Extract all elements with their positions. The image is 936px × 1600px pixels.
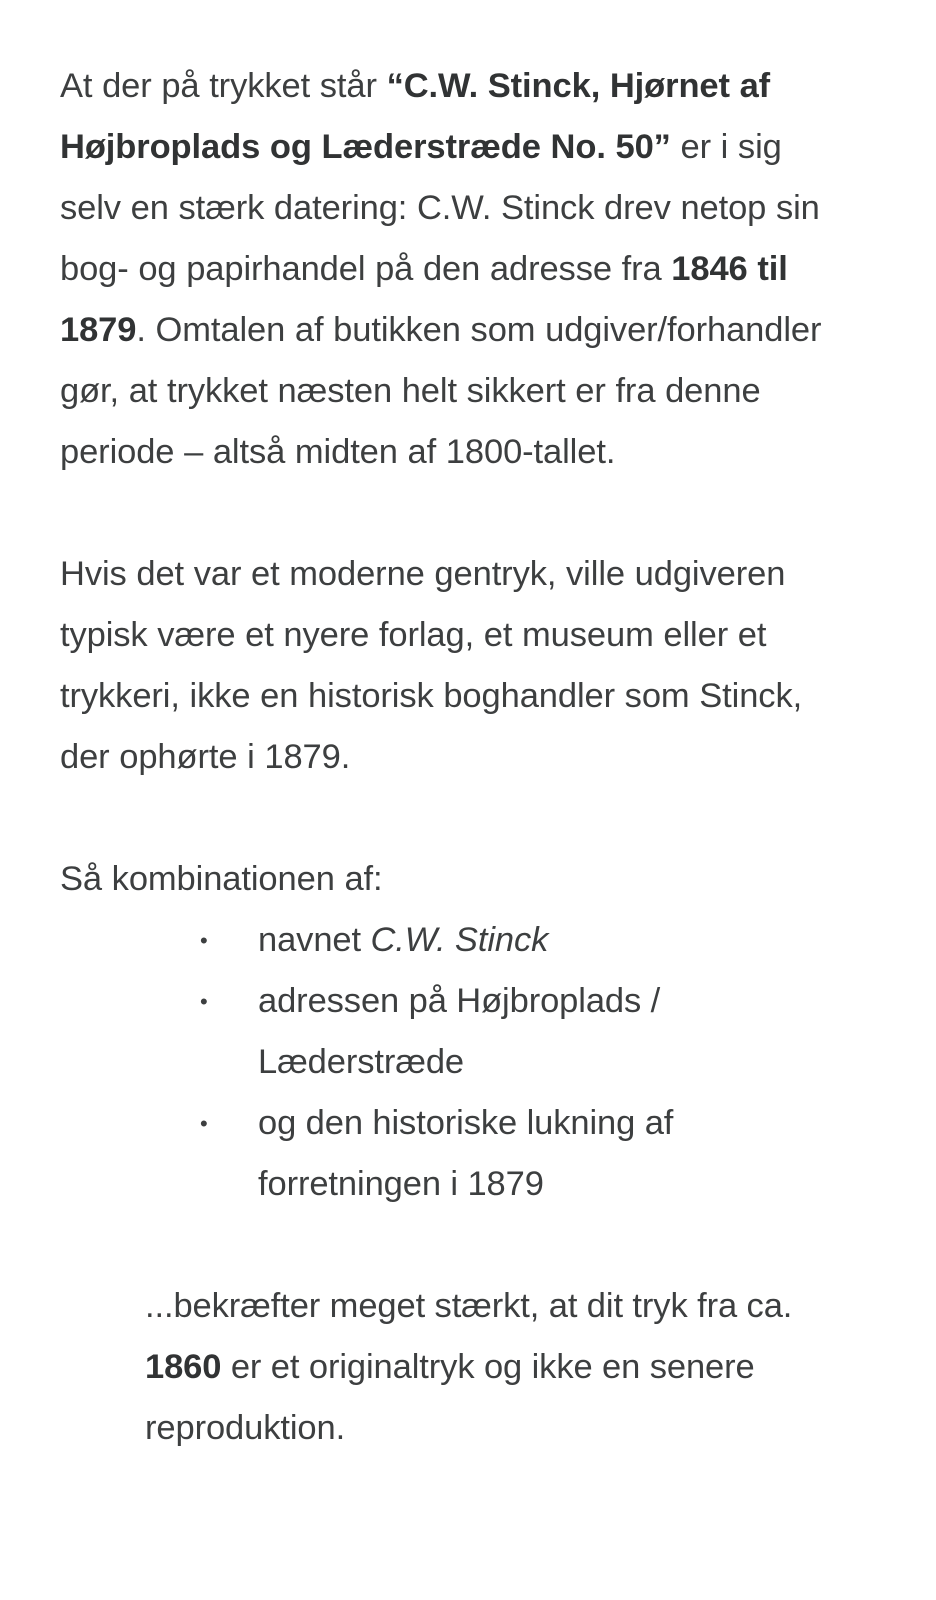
list-item-2-lead: adressen på Højbroplads / Læderstræde xyxy=(258,982,661,1081)
list-item-3-lead: og den historiske lukning af forretningen i 1879 xyxy=(258,1104,674,1203)
paragraph-dating-evidence xyxy=(60,56,846,483)
bullet-marker-icon: • xyxy=(200,928,208,953)
bullet-marker-icon: • xyxy=(200,1111,208,1136)
list-item-text xyxy=(145,910,846,971)
paragraph-3-run-1: Så kombinationen af: xyxy=(60,860,383,898)
approx-year-bold: 1860 xyxy=(145,1348,222,1386)
list-item xyxy=(60,910,846,971)
paragraph-1-run-5: . Omtalen af butikken som udgiver/forhandler gør, at trykket næsten helt sikkert er fra denne periode – altså midten af 1800-tallet. xyxy=(60,311,822,471)
paragraph-combination-intro xyxy=(60,849,846,910)
list-item-1-lead: navnet xyxy=(258,921,371,959)
closing-run-3: er et originaltryk og ikke en senere reproduktion. xyxy=(145,1348,755,1447)
evidence-bullet-list xyxy=(60,910,846,1215)
paragraph-2-run-1: Hvis det var et moderne gentryk, ville udgiveren typisk være et nyere forlag, et museum eller et trykkeri, ikke en historisk boghandler som Stinck, der ophørte i 1879. xyxy=(60,555,803,776)
bullet-marker-icon: • xyxy=(200,989,208,1014)
paragraph-1-run-1: At der på trykket står xyxy=(60,67,387,105)
paragraph-modern-reprint-argument xyxy=(60,544,846,788)
date-range-bold: 1846 til 1879 xyxy=(60,250,788,349)
paragraph-conclusion xyxy=(145,1276,846,1459)
paragraph-1-run-3: er i sig selv en stærk datering: C.W. Stinck drev netop sin bog- og papirhandel på den adresse fra xyxy=(60,128,820,288)
list-item-text xyxy=(145,971,846,1093)
closing-block xyxy=(60,1276,846,1459)
list-item-1-italic-name: C.W. Stinck xyxy=(370,921,549,959)
list-item xyxy=(60,1093,846,1215)
quoted-imprint-bold: “C.W. Stinck, Hjørnet af Højbroplads og Læderstræde No. 50” xyxy=(60,67,771,166)
closing-run-1: ...bekræfter meget stærkt, at dit tryk fra ca. xyxy=(145,1287,793,1325)
answer-body xyxy=(60,56,846,1459)
list-item-text xyxy=(145,1093,846,1215)
list-item xyxy=(60,971,846,1093)
